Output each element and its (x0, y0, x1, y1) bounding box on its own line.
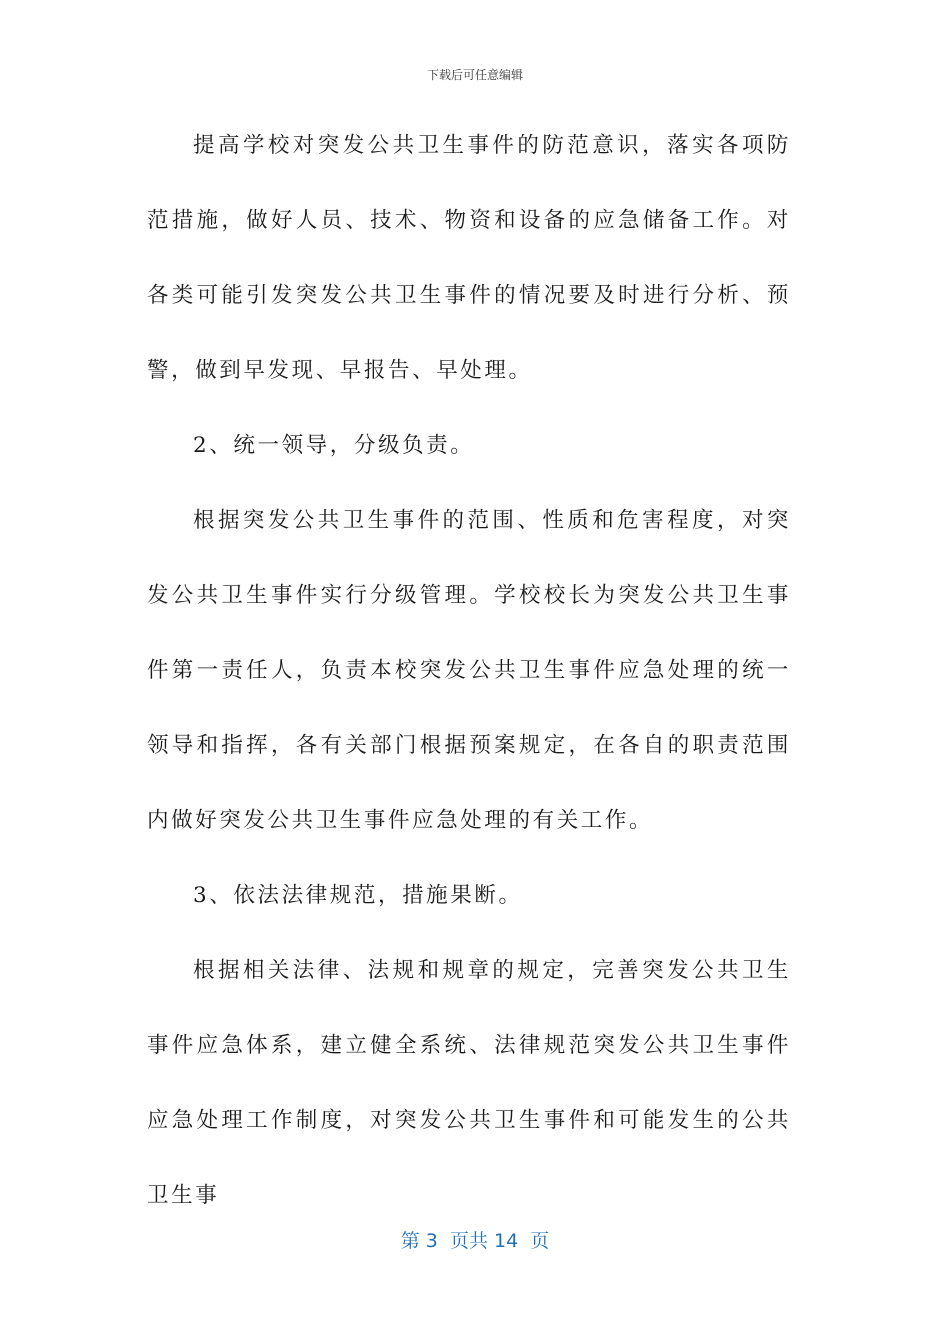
paragraph-prevention: 提高学校对突发公共卫生事件的防范意识，落实各项防范措施，做好人员、技术、物资和设备的应急储备工作。对各类可能引发突发公共卫生事件的情况要及时进行分析、预警，做到早发现、早报告、早处理。 (147, 133, 791, 383)
paragraph-legal-basis: 根据相关法律、法规和规章的规定，完善突发公共卫生事件应急体系，建立健全系统、法律规范突发公共卫生事件应急处理工作制度，对突发公共卫生事件和可能发生的公共卫生事 (147, 958, 791, 1208)
header-note: 下载后可任意编辑 (426, 68, 523, 82)
paragraph-graded-management: 根据突发公共卫生事件的范围、性质和危害程度，对突发公共卫生事件实行分级管理。学校校长为突发公共卫生事件第一责任人，负责本校突发公共卫生事件应急处理的统一领导和指挥，各有关部门根据预案规定，在各自的职责范围内做好突发公共卫生事件应急处理的有关工作。 (147, 508, 791, 833)
page-footer: 第 3 页共 14 页 (400, 1230, 550, 1252)
paragraph-heading-2: 2、统一领导，分级负责。 (193, 433, 475, 458)
document-body (147, 108, 791, 1233)
paragraph-heading-3: 3、依法法律规范，措施果断。 (193, 883, 523, 908)
